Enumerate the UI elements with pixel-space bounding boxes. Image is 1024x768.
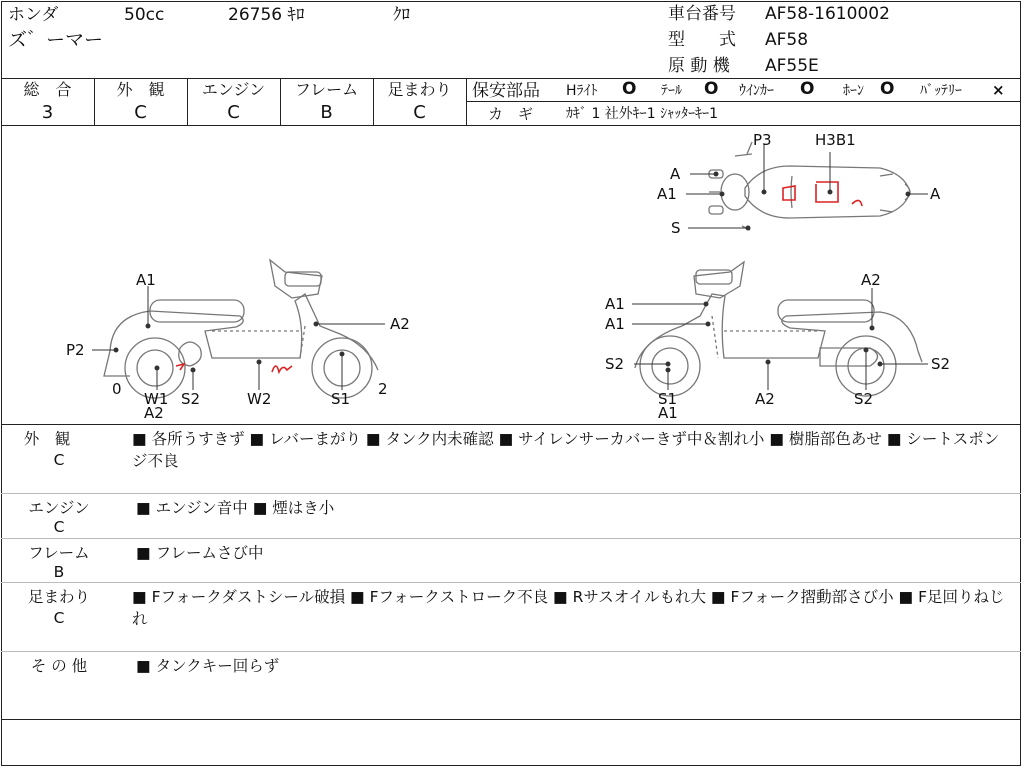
label-left-s1: S1 [331,390,351,408]
maker: ホンダ [8,5,59,25]
grade-suspension-label: 足まわり [387,80,452,99]
remark-suspension-title: 足まわり [27,588,90,606]
mileage: 26756 ｷﾛ [228,5,305,25]
frame-no-label: 車台番号 [668,4,736,24]
remark-exterior-grade: C [53,451,65,469]
label-left-p2: P2 [66,341,85,359]
label-right-a1b: A1 [605,315,625,333]
remark-other-text: ■ タンクキー回らず [136,657,280,675]
label-right-s1: S1 [658,390,678,408]
remark-frame-title: フレーム [28,544,90,562]
safety-tail-mark: O [704,79,719,99]
safety-winker-label: ｳｲﾝｶｰ [739,83,774,99]
remark-engine-grade: C [53,518,65,536]
grade-frame-label: フレーム [294,80,359,99]
safety-headlight-label: Hﾗｲﾄ [566,83,598,99]
type-value: AF58 [765,30,809,50]
safety-battery-label: ﾊﾞｯﾃﾘｰ [920,83,962,99]
scooter-top-view [709,142,910,230]
remark-suspension-grade: C [53,609,65,627]
label-left-w2: W2 [247,390,272,408]
label-left-a1: A1 [136,271,156,289]
label-right-a1a: A1 [605,295,625,313]
grade-engine-value: C [227,102,240,123]
label-top-a-right: A [930,185,941,203]
grade-engine-label: エンジン [201,80,266,99]
safety-horn-mark: O [880,79,895,99]
label-left-a2: A2 [390,315,410,333]
grade-overall-value: 3 [41,102,54,123]
grade-suspension-value: C [413,102,426,123]
label-right-s2b: S2 [931,355,951,373]
model-name: ズ゛ーマー [8,29,104,51]
grade-frame-value: B [320,102,333,123]
safety-winker-mark: O [800,79,815,99]
engine-label: 原 動 機 [668,56,730,76]
remark-engine-text: ■ エンジン音中 ■ 煙はき小 [136,499,335,517]
grade-overall-label: 総 合 [23,80,72,99]
remark-frame-grade: B [53,563,65,581]
label-right-a2: A2 [861,271,881,289]
remark-other-title: そ の 他 [30,657,88,675]
key-label: カ ギ [488,105,534,123]
label-top-h3b1: H3B1 [815,131,856,149]
safety-tail-label: ﾃｰﾙ [661,83,682,99]
safety-battery-mark: × [992,81,1005,99]
type-label: 型 式 [668,30,736,50]
safety-headlight-mark: O [622,79,637,99]
label-right-s2c: S2 [854,390,874,408]
label-left-a2b: A2 [144,404,164,422]
label-left-w1: W1 [144,390,169,408]
label-left-s2: S2 [181,390,201,408]
label-top-s: S [671,219,681,237]
label-left-two: 2 [378,380,388,398]
color: ｸﾛ [393,5,410,25]
remark-engine-title: エンジン [28,499,90,517]
label-top-p3: P3 [753,131,772,149]
key-value: ｶｷﾞ 1 社外ｷｰ1 ｼｬｯﾀｰｷｰ1 [566,106,719,122]
remark-frame-text: ■ フレームさび中 [136,544,264,562]
grade-exterior-value: C [134,102,147,123]
label-right-a2b: A2 [755,390,775,408]
label-left-zero: 0 [112,380,122,398]
remark-exterior-title: 外 観 [23,430,71,448]
label-right-a1c: A1 [658,404,678,422]
label-top-a1: A1 [657,185,677,203]
grade-exterior-label: 外 観 [116,80,165,99]
remark-suspension-text: ■ Fフォークダストシール破損 ■ Fフォークストローク不良 ■ Rサスオイルもれ大 ■ Fフォーク摺動部さび小 ■ F足回りねじれ [132,588,1005,628]
frame-no: AF58-1610002 [765,4,890,24]
safety-horn-label: ﾎｰﾝ [843,83,864,99]
safety-label: 保安部品 [472,81,540,101]
engine-value: AF55E [765,56,819,76]
label-right-s2a: S2 [605,355,625,373]
damage-diagram [0,126,1024,424]
label-top-a-left: A [670,165,681,183]
remark-exterior-text: ■ 各所うすきず ■ レバーまがり ■ タンク内未確認 ■ サイレンサーカバーきず中＆割れ小 ■ 樹脂部色あせ ■ シートスポンジ不良 [132,430,1000,470]
displacement: 50cc [124,5,165,25]
